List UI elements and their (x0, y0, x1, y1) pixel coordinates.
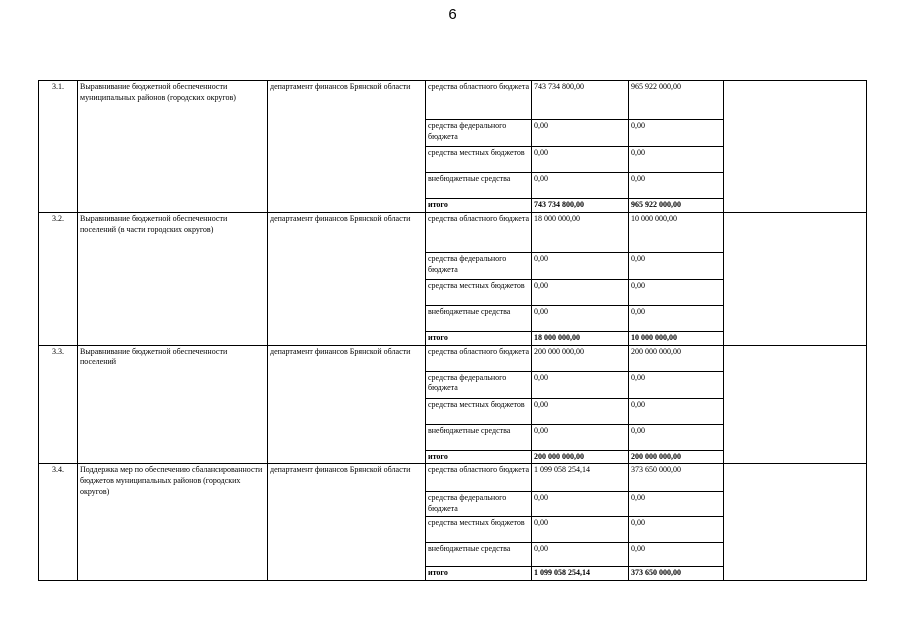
item-number: 3.2. (39, 212, 78, 345)
source-label: средства областного бюджета (426, 345, 532, 371)
page-number: 6 (448, 6, 457, 23)
amount-year-1: 0,00 (532, 371, 629, 398)
amount-year-2: 200 000 000,00 (629, 345, 724, 371)
amount-year-1: 0,00 (532, 305, 629, 331)
amount-year-1: 200 000 000,00 (532, 345, 629, 371)
total-year-2: 200 000 000,00 (629, 450, 724, 464)
item-name: Поддержка мер по обеспечению сбалансированности бюджетов муниципальных районов (городских округов) (78, 464, 268, 580)
amount-year-1: 0,00 (532, 492, 629, 517)
amount-year-2: 0,00 (629, 173, 724, 199)
table-row (39, 464, 867, 492)
item-name: Выравнивание бюджетной обеспеченности поселений (в части городских округов) (78, 212, 268, 345)
source-label: средства областного бюджета (426, 464, 532, 492)
item-number: 3.1. (39, 81, 78, 213)
amount-year-2: 0,00 (629, 492, 724, 517)
total-year-2: 10 000 000,00 (629, 331, 724, 345)
source-label: средства местных бюджетов (426, 279, 532, 305)
item-executor: департамент финансов Брянской области (268, 81, 426, 213)
total-year-1: 743 734 800,00 (532, 199, 629, 213)
amount-year-2: 0,00 (629, 279, 724, 305)
item-number: 3.3. (39, 345, 78, 464)
amount-year-1: 0,00 (532, 398, 629, 424)
table-row (39, 212, 867, 252)
amount-year-2: 0,00 (629, 305, 724, 331)
item-name: Выравнивание бюджетной обеспеченности муниципальных районов (городских округов) (78, 81, 268, 213)
budget-table (38, 80, 867, 581)
amount-year-2: 0,00 (629, 398, 724, 424)
source-label: средства федерального бюджета (426, 492, 532, 517)
total-label: итого (426, 331, 532, 345)
item-executor: департамент финансов Брянской области (268, 212, 426, 345)
source-label: средства областного бюджета (426, 212, 532, 252)
notes-cell (724, 464, 867, 580)
amount-year-2: 0,00 (629, 120, 724, 147)
amount-year-1: 0,00 (532, 252, 629, 279)
amount-year-1: 0,00 (532, 542, 629, 566)
item-executor: департамент финансов Брянской области (268, 464, 426, 580)
notes-cell (724, 212, 867, 345)
source-label: средства местных бюджетов (426, 398, 532, 424)
amount-year-2: 0,00 (629, 424, 724, 450)
source-label: средства федерального бюджета (426, 120, 532, 147)
source-label: средства федерального бюджета (426, 252, 532, 279)
total-year-2: 373 650 000,00 (629, 566, 724, 580)
amount-year-2: 0,00 (629, 147, 724, 173)
amount-year-1: 0,00 (532, 279, 629, 305)
item-executor: департамент финансов Брянской области (268, 345, 426, 464)
amount-year-1: 0,00 (532, 147, 629, 173)
amount-year-1: 1 099 058 254,14 (532, 464, 629, 492)
amount-year-2: 965 922 000,00 (629, 81, 724, 120)
amount-year-1: 0,00 (532, 516, 629, 542)
amount-year-2: 0,00 (629, 516, 724, 542)
amount-year-2: 0,00 (629, 542, 724, 566)
amount-year-2: 0,00 (629, 371, 724, 398)
total-label: итого (426, 566, 532, 580)
amount-year-1: 743 734 800,00 (532, 81, 629, 120)
total-year-2: 965 922 000,00 (629, 199, 724, 213)
amount-year-2: 0,00 (629, 252, 724, 279)
source-label: средства местных бюджетов (426, 516, 532, 542)
notes-cell (724, 345, 867, 464)
total-year-1: 18 000 000,00 (532, 331, 629, 345)
amount-year-1: 0,00 (532, 424, 629, 450)
total-label: итого (426, 450, 532, 464)
amount-year-1: 18 000 000,00 (532, 212, 629, 252)
total-label: итого (426, 199, 532, 213)
amount-year-1: 0,00 (532, 173, 629, 199)
source-label: средства федерального бюджета (426, 371, 532, 398)
table-row (39, 81, 867, 120)
amount-year-1: 0,00 (532, 120, 629, 147)
source-label: средства областного бюджета (426, 81, 532, 120)
source-label: внебюджетные средства (426, 173, 532, 199)
total-year-1: 200 000 000,00 (532, 450, 629, 464)
source-label: средства местных бюджетов (426, 147, 532, 173)
amount-year-2: 10 000 000,00 (629, 212, 724, 252)
source-label: внебюджетные средства (426, 424, 532, 450)
source-label: внебюджетные средства (426, 305, 532, 331)
source-label: внебюджетные средства (426, 542, 532, 566)
total-year-1: 1 099 058 254,14 (532, 566, 629, 580)
item-number: 3.4. (39, 464, 78, 580)
amount-year-2: 373 650 000,00 (629, 464, 724, 492)
table-row (39, 345, 867, 371)
item-name: Выравнивание бюджетной обеспеченности поселений (78, 345, 268, 464)
notes-cell (724, 81, 867, 213)
